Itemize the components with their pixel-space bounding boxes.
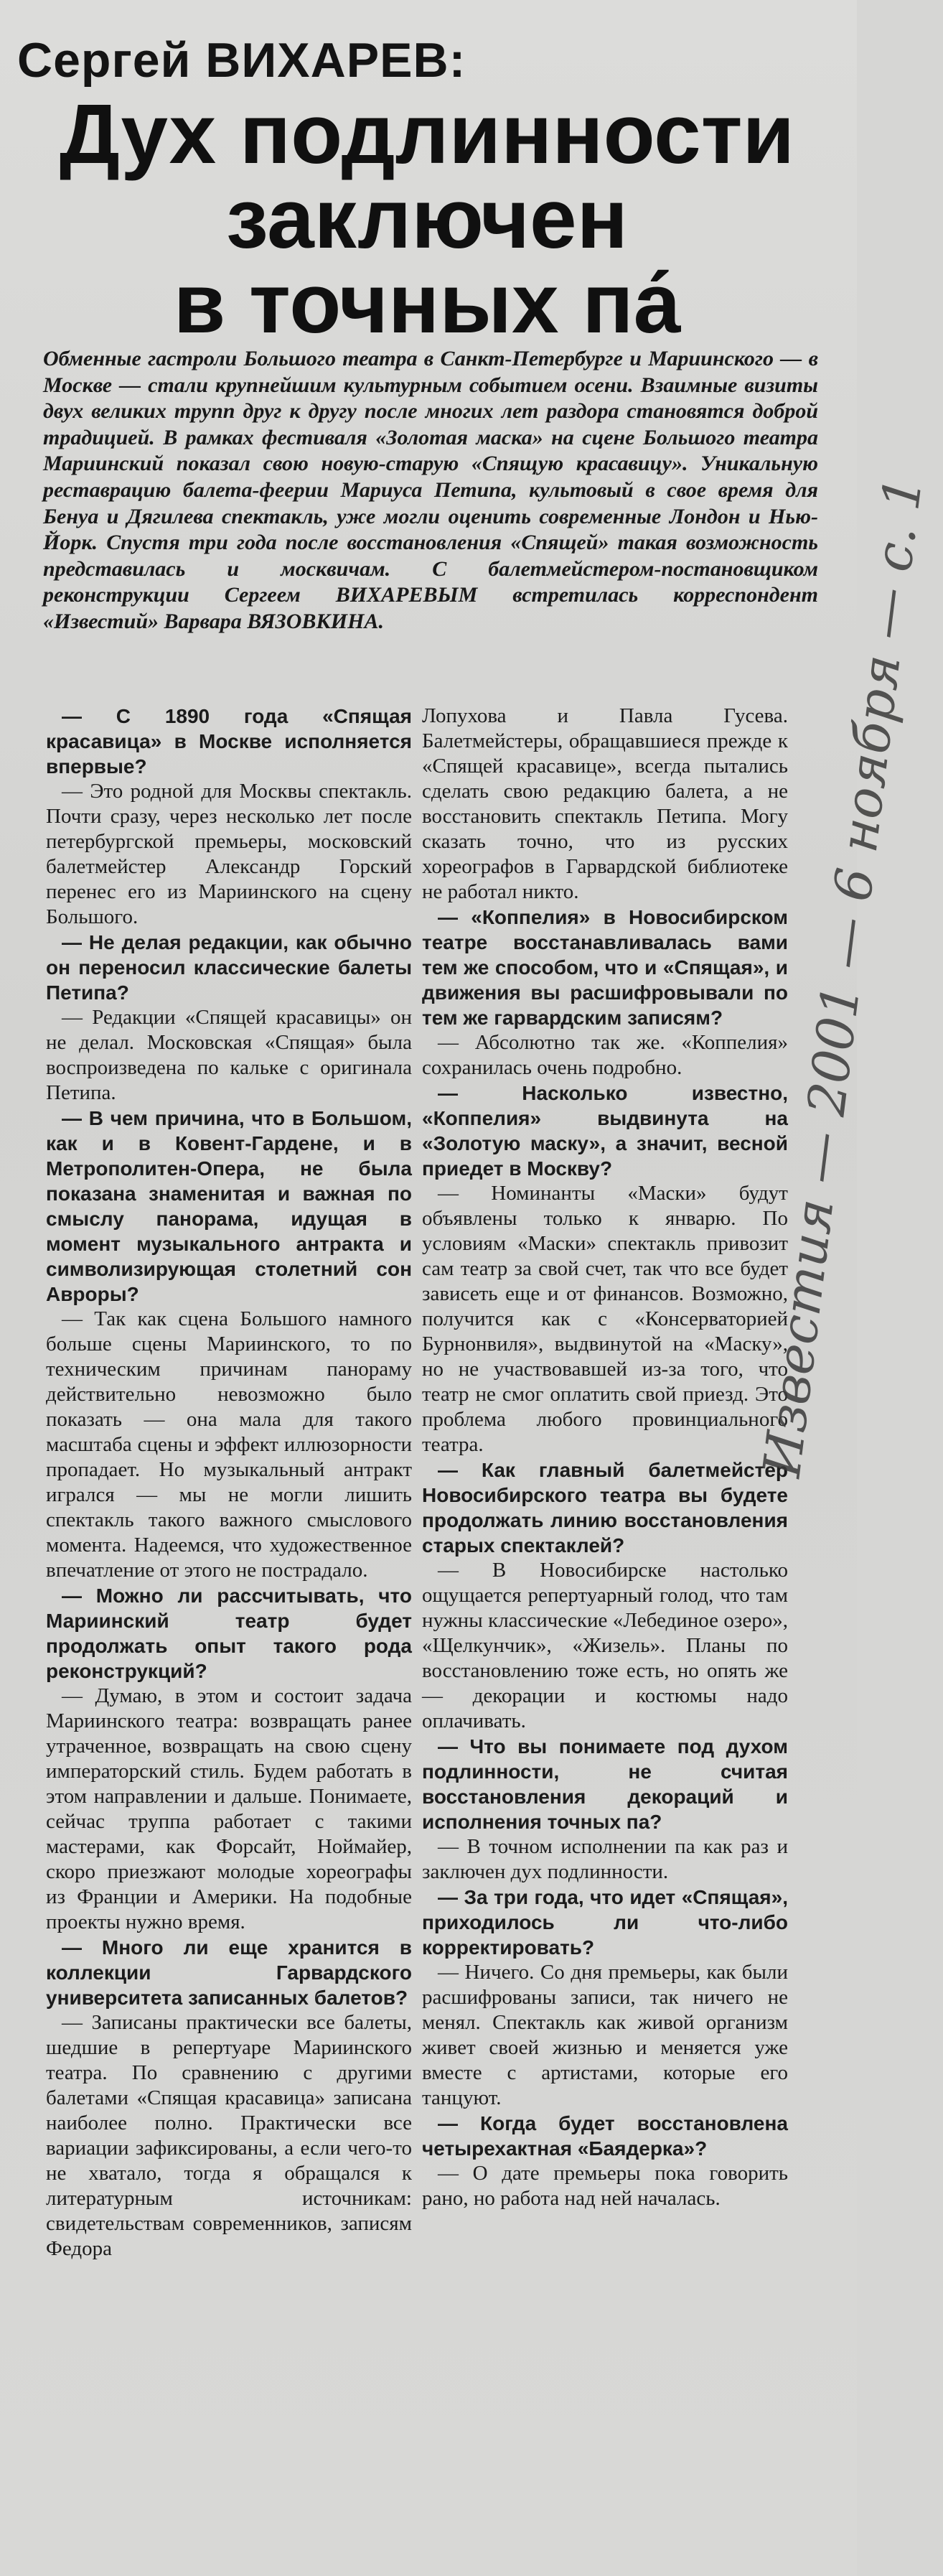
headline-line-3: в точных па́ <box>173 256 681 351</box>
handwritten-source-note: Известия — 2001 — 6 ноября — с. 1 <box>751 473 934 1480</box>
article-lead: Обменные гастроли Большого театра в Санкт-Петербурге и Мариинского — в Москве — стали крупнейшим культурным событием осени. Взаимные визиты двух великих трупп друг к другу после многих лет раздора становятся доброй традицией. В рамках фестиваля «Золотая маска» на сцене Большого театра Мариинский показал свою новую-старую «Спящую красавицу». Уникальную реставрацию балета-феерии Мариуса Петипа, культовый в свое время для Бенуа и Дягилева спектакль, уже могли оценить современные Лондон и Нью-Йорк. Спустя три года после восстановления «Спящей» такая возможность представилась и москвичам. С балетмейстером-постановщиком реконструкции Сергеем ВИХАРЕВЫМ встретилась корреспондент «Известий» Варвара ВЯЗОВКИНА. <box>43 347 818 633</box>
interview-question: — Как главный балетмейстер Новосибирского театра вы будете продолжать линию восстановления старых спектаклей? <box>422 1459 788 1557</box>
interview-answer: — О дате премьеры пока говорить рано, но работа над ней началась. <box>422 2162 788 2210</box>
interview-question: — «Коппелия» в Новосибирском театре восстанавливалась вами тем же способом, что и «Спящая», и движения вы расшифровывали по тем же гарвардским записям? <box>422 906 788 1029</box>
interview-answer: — Так как сцена Большого намного больше сцены Мариинского, то по техническим причинам панораму действительно невозможно было показать — она мала для такого масштаба сцены и эффект иллюзорности пропадает. Но музыкальный антракт игрался — мы не могли лишить спектакль такого важного смыслового момента. Надеемся, что художественное впечатление от этого не пострадало. <box>46 1307 412 1582</box>
interview-answer: Лопухова и Павла Гусева. Балетмейстеры, обращавшиеся прежде к «Спящей красавице», всегда пытались сделать свою редакцию балета, а не восстановить спектакль Петипа. Могу сказать точно, что из русских хореографов в Гарвардской библиотеке не работал никто. <box>422 704 788 903</box>
interview-question: — В чем причина, что в Большом, как и в Ковент-Гардене, и в Метрополитен-Опера, не была показана знаменитая и важная по смыслу панорама, идущая в момент музыкального антракта и символизирующая столетний сон Авроры? <box>46 1107 412 1305</box>
headline-line-2: заключен <box>226 172 628 266</box>
interview-question: — За три года, что идет «Спящая», приходилось ли что-либо корректировать? <box>422 1886 788 1959</box>
interview-answer: — Абсолютно так же. «Коппелия» сохранилась очень подробно. <box>422 1031 788 1079</box>
interview-question: — Много ли еще хранится в коллекции Гарвардского университета записанных балетов? <box>46 1936 412 2009</box>
interview-answer: — В точном исполнении па как раз и заключен дух подлинности. <box>422 1835 788 1883</box>
interview-answer: — В Новосибирске настолько ощущается репертуарный голод, что там нужны классические «Лебединое озеро», «Щелкунчик», «Жизель». Планы по восстановлению тоже есть, но опять же — декорации и костюмы надо оплачивать. <box>422 1559 788 1732</box>
interview-answer: — Ничего. Со дня премьеры, как были расшифрованы записи, так ничего не менял. Спектакль как живой организм живет своей жизнью и меняется уже вместе с артистами, которые его танцуют. <box>422 1961 788 2109</box>
interview-question: — Что вы понимаете под духом подлинности, не считая восстановления декораций и исполнения точных па? <box>422 1735 788 1833</box>
interview-question: — С 1890 года «Спящая красавица» в Москве исполняется впервые? <box>46 705 412 778</box>
interview-answer: — Редакции «Спящей красавицы» он не делал. Московская «Спящая» была воспроизведена по калькe с оригинала Петипа. <box>46 1006 412 1104</box>
interview-column-left <box>46 704 412 2262</box>
interview-answer: — Записаны практически все балеты, шедшие в репертуаре Мариинского театра. По сравнению с другими балетами «Спящая красавица» записана наиболее полно. Практически все вариации зафиксированы, а если чего-то не хватало, тогда я обращался к литературным источникам: свидетельствам современников, записям Федора <box>46 2011 412 2260</box>
interview-answer: — Номинанты «Маски» будут объявлены только к январю. По условиям «Маски» спектакль привозит сам театр за свой счет, так что все будет зависеть еще и от финансов. Возможно, получится как с «Консерваторией Бурнонвиля», выдвинутой на «Маску», но не участвовавшей из-за того, что театр не смог оплатить свой приезд. Это проблема любого провинциального театра. <box>422 1182 788 1456</box>
interview-column-right <box>422 704 788 2211</box>
interview-question: — Когда будет восстановлена четырехактная «Баядерка»? <box>422 2112 788 2160</box>
interview-answer: — Это родной для Москвы спектакль. Почти сразу, через несколько лет после петербургской премьеры, московский балетмейстер Александр Горский перенес его из Мариинского на сцену Большого. <box>46 780 412 928</box>
interview-question: — Насколько известно, «Коппелия» выдвинута на «Золотую маску», а значит, весной приедет в Москву? <box>422 1082 788 1180</box>
interview-question: — Не делая редакции, как обычно он переносил классические балеты Петипа? <box>46 931 412 1004</box>
interview-question: — Можно ли рассчитывать, что Мариинский театр будет продолжать опыт такого рода реконструкций? <box>46 1585 412 1682</box>
article-headline <box>14 87 840 351</box>
interview-answer: — Думаю, в этом и состоит задача Мариинского театра: возвращать ранее утраченное, возвращать на свою сцену императорский стиль. Будем работать в этом направлении и дальше. Понимаете, сейчас труппа работает с такими мастерами, как Форсайт, Ноймайер, скоро приезжают молодые хореографы из Франции и Америки. На подобные проекты нужно время. <box>46 1684 412 1933</box>
article-byline: Сергей ВИХАРЕВ: <box>17 33 466 88</box>
headline-line-1: Дух подлинности <box>59 87 795 182</box>
